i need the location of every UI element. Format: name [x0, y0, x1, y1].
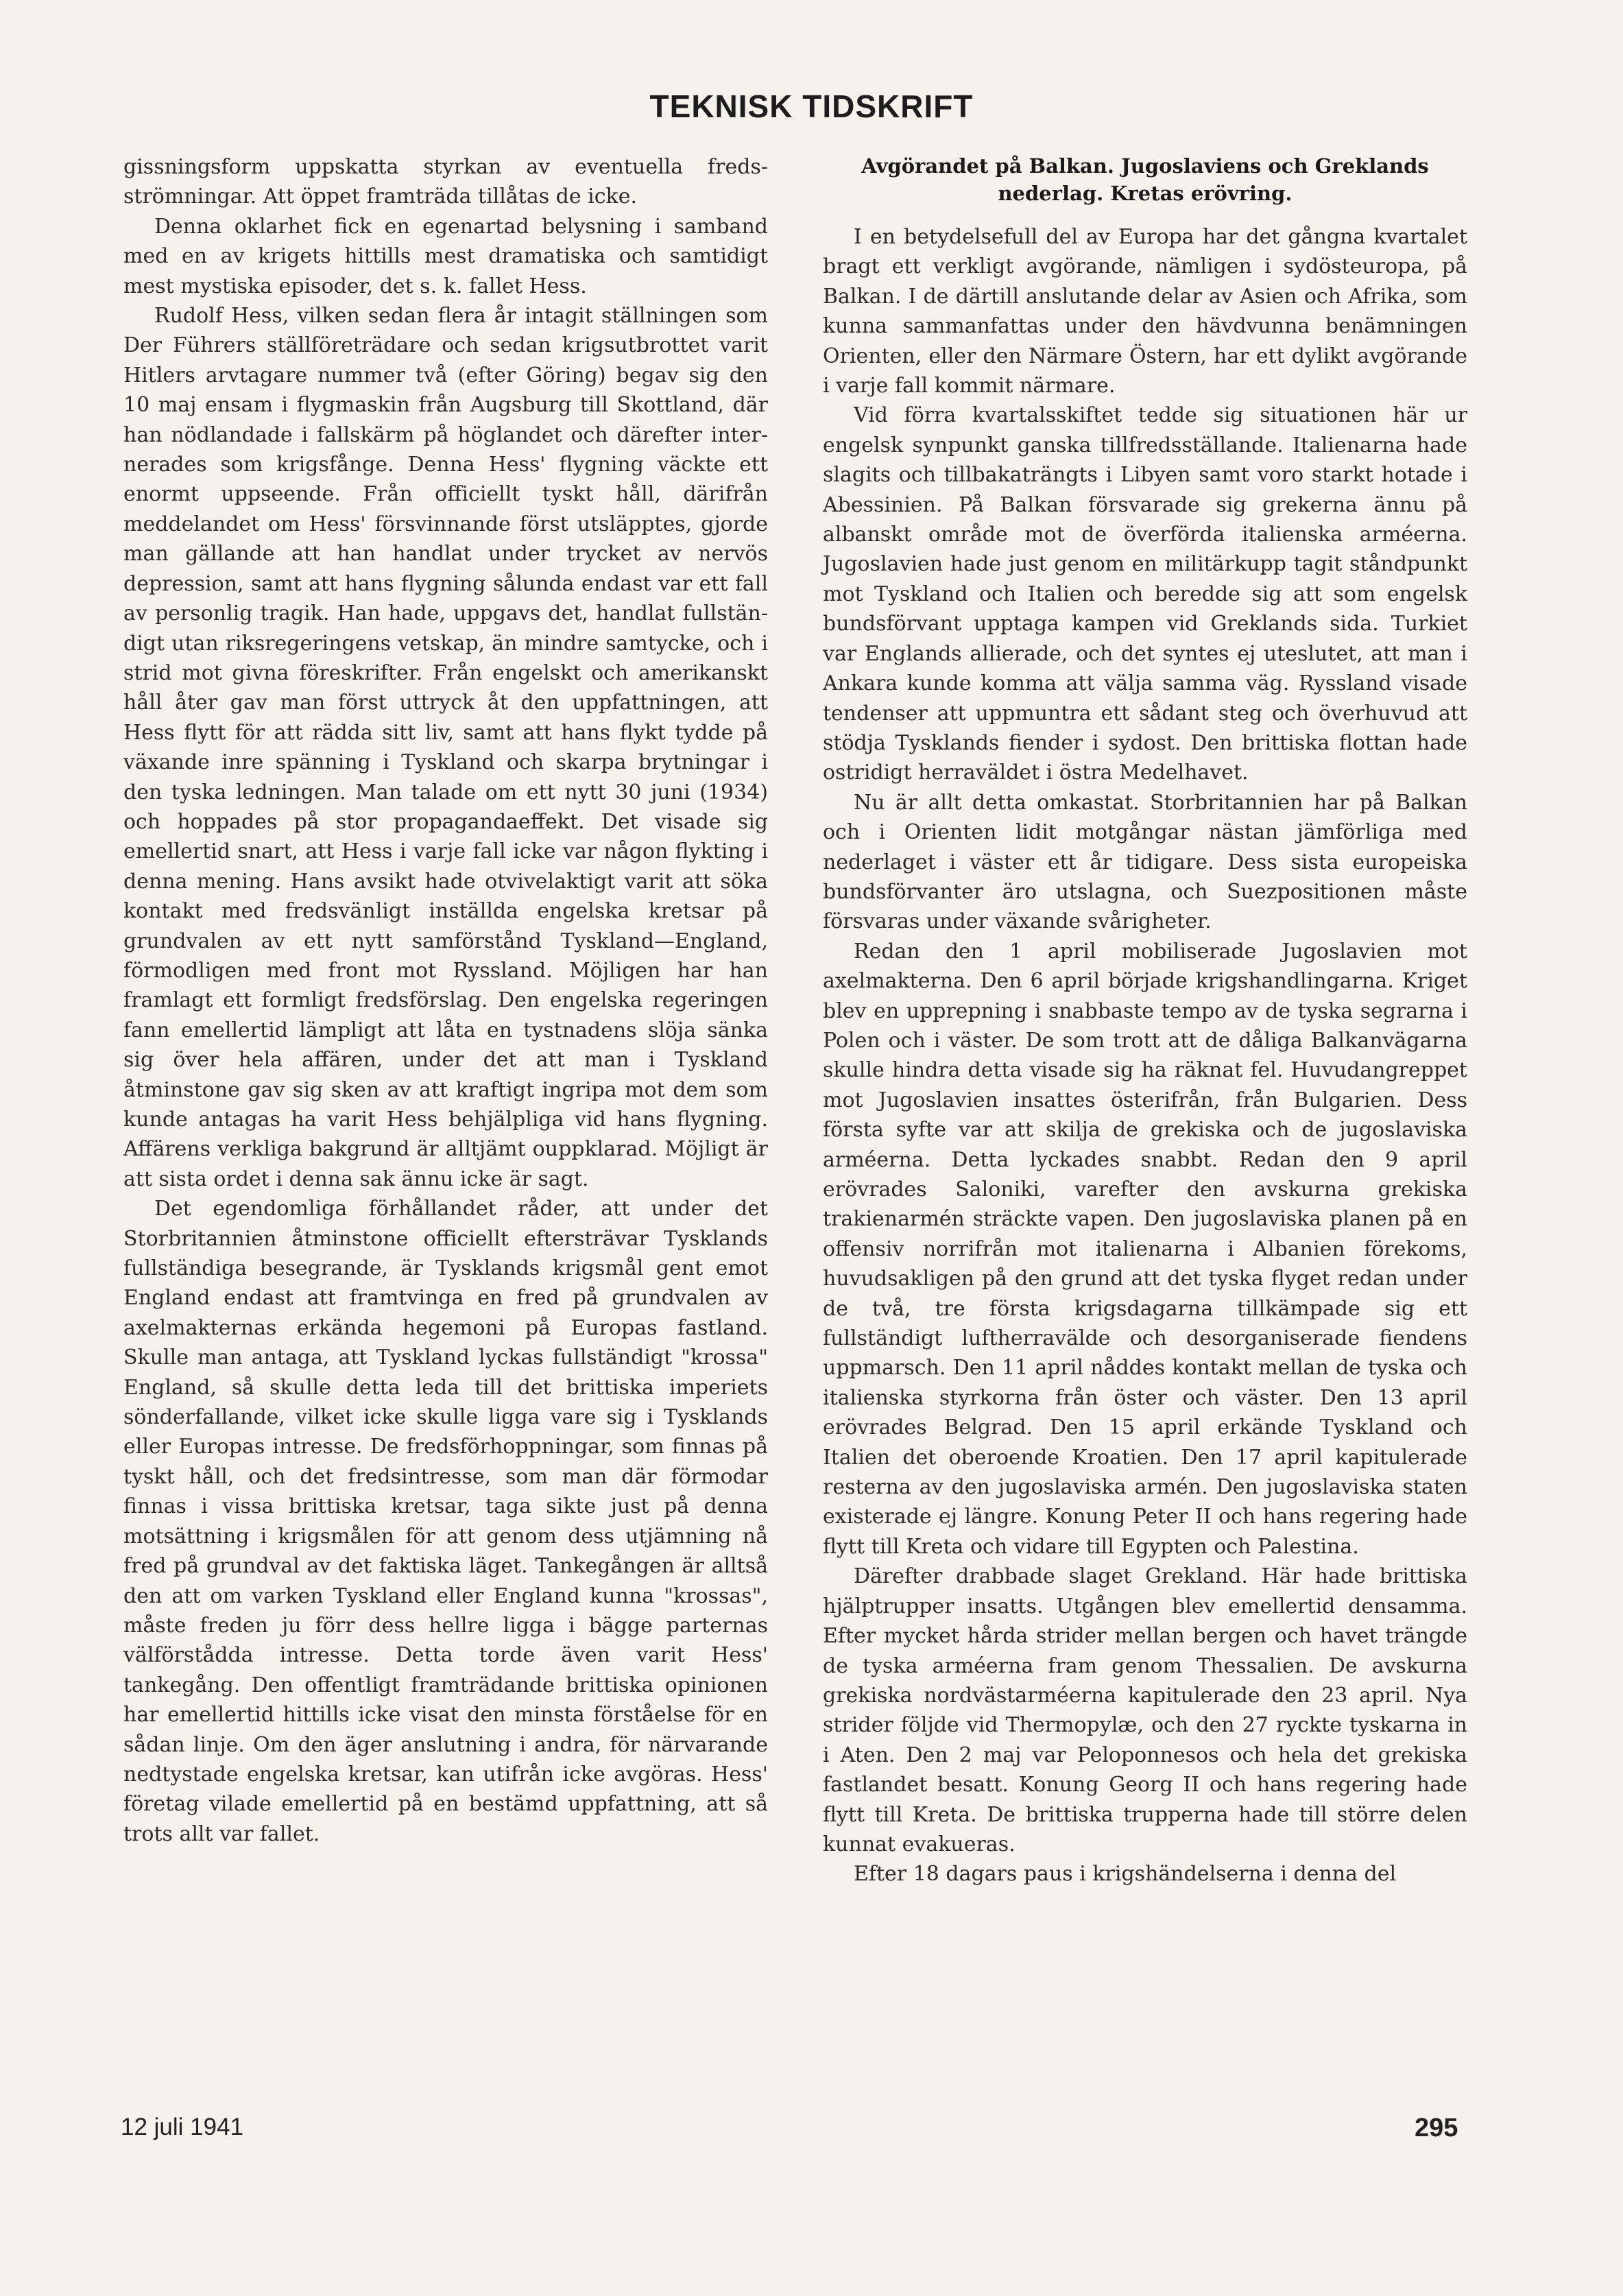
left-paragraph-2: Denna oklarhet fick en egenartad belysning i samband med en av krigets hittills mest dramatiska och samtidigt mest mystiska episoder, det s. k. fallet Hess.	[123, 214, 768, 298]
right-paragraph-5: Därefter drabbade slaget Grekland. Här hade brittiska hjälptrupper insatts. Utgången blev emellertid densamma. Efter mycket hårda strider mellan bergen och havet trängde de tyska arméerna fram genom Thessalien. De avskurna grekiska nordvästarméerna kapitulerade den 23 april. Nya strider följde vid Thermopylæ, och den 27 ryckte tyskarna in i Aten. Den 2 maj var Peloponnesos och hela det grekiska fastlandet besatt. Konung Georg II och hans regering hade flytt till Kreta. De brittiska trupperna hade till större delen kunnat evakueras.	[823, 1564, 1467, 1856]
right-paragraph-3: Nu är allt detta omkastat. Storbritannien har på Balkan och i Orienten lidit motgångar nästan jämförliga med nederlaget i väster ett år tidigare. Dess sista europeiska bundsförvanter äro utslagna, och Suezpositionen måste försvaras under växande svårigheter.	[823, 790, 1467, 934]
section-heading-line-2: nederlag. Kretas erövring.	[998, 182, 1293, 205]
right-paragraph-1: I en betydelsefull del av Europa har det gångna kvartalet bragt ett verkligt avgörande, nämligen i sydösteuropa, på Balkan. I de därtill anslutande delar av Asien och Afrika, som kunna sammanfattas under den hävdvunna benämningen Orienten, eller den Närmare Östern, har ett dylikt avgörande i varje fall kommit närmare.	[823, 225, 1467, 398]
section-heading	[823, 152, 1467, 207]
right-column	[823, 152, 1467, 1889]
right-paragraph-2: Vid förra kvartalsskiftet tedde sig situationen här ur engelsk synpunkt ganska tillfredsställande. Italienarna hade slagits och tillbakaträngts i Libyen samt voro starkt hotade i Abessinien. På Balkan försvarade sig grekerna ännu på albanskt område mot de överförda italienska arméerna. Jugoslavien hade just genom en militärkupp tagit ståndpunkt mot Tyskland och Italien och beredde sig att som engelsk bundsförvant upptaga kampen vid Greklands sida. Turkiet var Englands allierade, och det syntes ej uteslutet, att man i Ankara kunde komma att välja samma väg. Ryssland visade tendenser att uppmuntra ett sådant steg och överhuvud att stödja Tysklands fiender i sydost. Den brittiska flottan hade ostridigt herraväldet i östra Medelhavet.	[823, 403, 1467, 785]
left-column	[123, 152, 768, 1849]
section-heading-line-1: Avgörandet på Balkan. Jugoslaviens och Greklands	[861, 154, 1429, 178]
right-paragraph-6: Efter 18 dagars paus i krigshändelserna i denna del	[854, 1862, 1397, 1887]
page-number: 295	[1415, 2114, 1458, 2142]
left-paragraph-4: Det egendomliga förhållandet råder, att under det Storbritannien åtminstone officiellt eftersträvar Tysklands fullständiga besegrande, är Tysklands krigsmål gent emot England endast att framtvinga en fred på grundvalen av axelmakternas erkända hegemoni på Europas fastland. Skulle man antaga, att Tyskland lyckas fullständigt "krossa" England, så skulle detta leda till det brittiska imperiets sönderfallande, vilket icke skulle ligga vare sig i Tysklands eller Europas intresse. De fredsförhoppningar, som finnas på tyskt håll, och det fredsintresse, som man där förmodar finnas i vissa brittiska kretsar, taga sikte just på denna motsättning i krigsmålen för att genom dess utjämning nå fred på grundval av det faktiska läget. Tankegången är alltså den att om varken Tyskland eller England kunna "krossas", måste freden ju förr dess hellre ligga i bägge parternas välförstådda intresse. Detta torde även varit Hess' tankegång. Den offentligt framträdande brittiska opinionen har emellertid hittills icke visat den minsta förståelse för en sådan linje. Om den äger anslutning i andra, för närvarande nedtystade engelska kretsar, kan utifrån icke avgöras. Hess' företag vilade emellertid på en bestämd uppfattning, att så trots allt var fallet.	[123, 1197, 768, 1846]
masthead-title: TEKNISK TIDSKRIFT	[649, 88, 974, 124]
left-paragraph-1: gissningsform uppskatta styrkan av eventuella fredsströmningar. Att öppet framträda tillåtas de icke.	[123, 155, 768, 209]
left-paragraph-3: Rudolf Hess, vilken sedan flera år intagit ställningen som Der Führers ställföreträdare och sedan krigsutbrottet varit Hitlers arvtagare nummer två (efter Göring) begav sig den 10 maj ensam i flygmaskin från Augsburg till Skottland, där han nödlandade i fallskärm på höglandet och därefter internerades som krigsfånge. Denna Hess' flygning väckte ett enormt uppseende. Från officiellt tyskt håll, därifrån meddelandet om Hess' försvinnande först utsläpptes, gjorde man gällande att han handlat under trycket av nervös depression, samt att hans flygning sålunda endast var ett fall av personlig tragik. Han hade, uppgavs det, handlat fullständigt utan riksregeringens vetskap, än mindre samtycke, och i strid mot givna föreskrifter. Från engelskt och amerikanskt håll åter gav man först uttryck åt den uppfattningen, att Hess flytt för att rädda sitt liv, samt att hans flykt tydde på växande inre spänning i Tyskland och skarpa brytningar i den tyska ledningen. Man talade om ett nytt 30 juni (1934) och hoppades på stor propagandaeffekt. Det visade sig emellertid snart, att Hess i varje fall icke var någon flykting i denna mening. Hans avsikt hade otvivelaktigt varit att söka kontakt med fredsvänligt inställda engelska kretsar på grundvalen av ett nytt samförstånd Tyskland—England, förmodligen med front mot Ryssland. Möjligen har han framlagt ett formligt fredsförslag. Den engelska regeringen fann emellertid lämpligt att låta en tystnadens slöja sänka sig över hela affären, under det att man i Tyskland åtminstone gav sig sken av att kraftigt ingripa mot dem som kunde antagas ha varit Hess behjälpliga vid hans flygning. Affärens verkliga bakgrund är alltjämt ouppklarad. Möjligt är att sista ordet i denna sak ännu icke är sagt.	[123, 304, 768, 1191]
footer-date: 12 juli 1941	[121, 2114, 244, 2140]
right-paragraph-4: Redan den 1 april mobiliserade Jugoslavien mot axelmakterna. Den 6 april började krigshandlingarna. Kriget blev en upprepning i snabbaste tempo av de tyska segrarna i Polen och i väster. De som trott att de dåliga Balkanvägarna skulle hindra detta visade sig ha räknat fel. Huvudangreppet mot Jugoslavien insattes österifrån, från Bulgarien. Dess första syfte var att skilja de grekiska och de jugoslaviska arméerna. Detta lyckades snabbt. Redan den 9 april erövrades Saloniki, varefter den avskurna grekiska trakienarmén sträckte vapen. Den jugoslaviska planen på en offensiv norrifrån mot italienarna i Albanien förekoms, huvudsakligen på den grund att det tyska flyget redan under de två, tre första krigsdagarna tillkämpade sig ett fullständigt luftherravälde och desorganiserade fiendens uppmarsch. Den 11 april nåddes kontakt mellan de tyska och italienska styrkorna från öster och väster. Den 13 april erövrades Belgrad. Den 15 april erkände Tyskland och Italien det oberoende Kroatien. Den 17 april kapitulerade resterna av den jugoslaviska armén. Den jugoslaviska staten existerade ej längre. Konung Peter II och hans regering hade flytt till Kreta och vidare till Egypten och Palestina.	[823, 939, 1467, 1559]
